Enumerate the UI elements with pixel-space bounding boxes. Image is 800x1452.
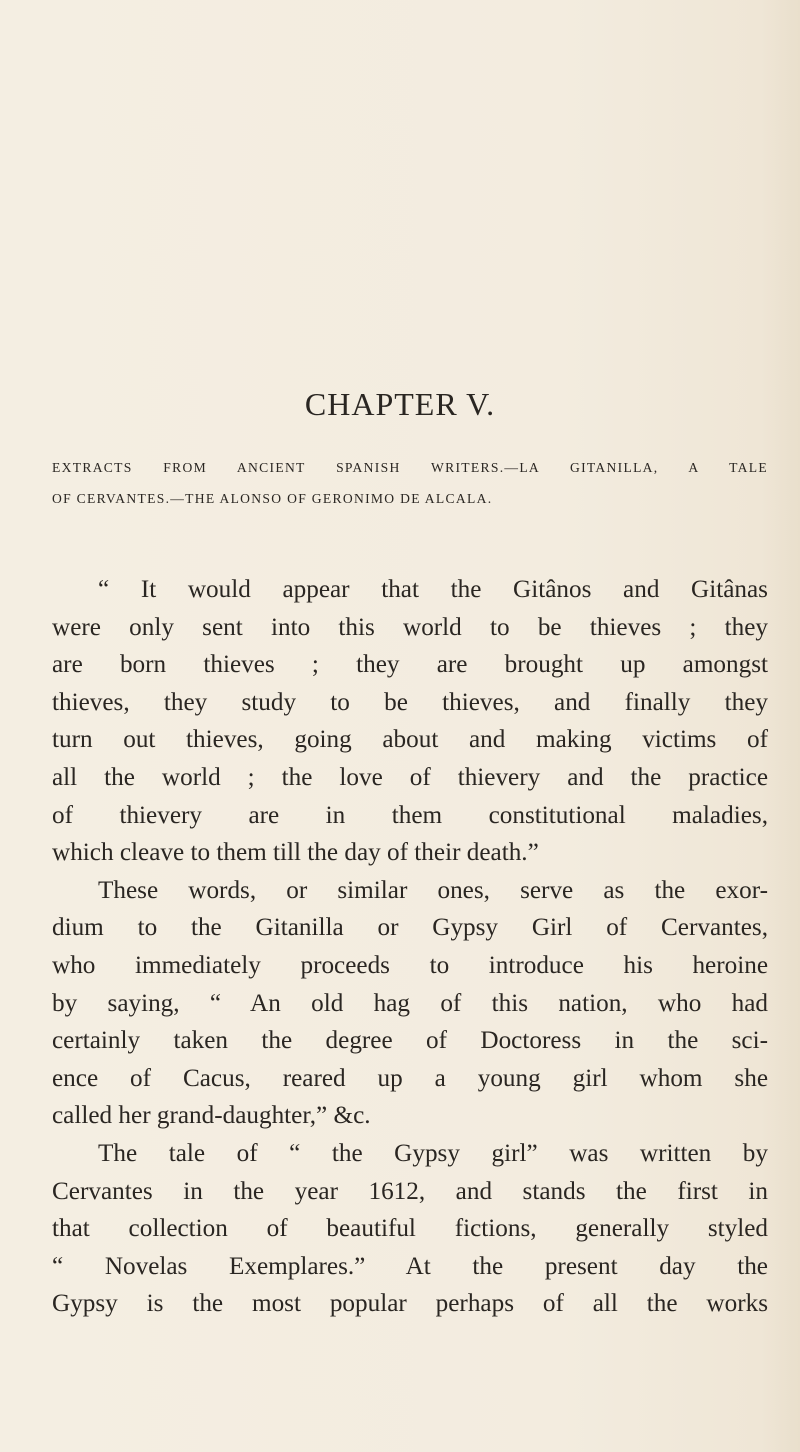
text-line: thieves, they study to be thieves, and finally they: [52, 688, 768, 716]
summary-line: EXTRACTS FROM ANCIENT SPANISH WRITERS.—LA GITANILLA, A TALE: [52, 460, 768, 475]
text-line: that collection of beautiful fictions, generally styled: [52, 1215, 768, 1243]
text-line: are born thieves ; they are brought up amongst: [52, 651, 768, 679]
text-line: The tale of “ the Gypsy girl” was written by: [98, 1139, 768, 1167]
text-line: were only sent into this world to be thieves ; they: [52, 613, 768, 641]
text-line: certainly taken the degree of Doctoress in the sci-: [52, 1027, 768, 1055]
chapter-summary: [52, 452, 768, 514]
text-line: ence of Cacus, reared up a young girl whom she: [52, 1064, 768, 1092]
text-line: of thievery are in them constitutional maladies,: [52, 801, 768, 829]
text-line: “ It would appear that the Gitânos and Gitânas: [98, 576, 768, 603]
chapter-title: CHAPTER V.: [304, 386, 496, 422]
text-line: These words, or similar ones, serve as the exor-: [98, 876, 768, 904]
body-text: [52, 571, 768, 1323]
text-line: who immediately proceeds to introduce his heroine: [52, 951, 768, 979]
text-line: “ Novelas Exemplares.” At the present day the: [52, 1252, 768, 1280]
text-line: which cleave to them till the day of their death.”: [52, 839, 539, 867]
text-line: Gypsy is the most popular perhaps of all the works: [52, 1290, 768, 1318]
text-line: by saying, “ An old hag of this nation, who had: [52, 989, 768, 1017]
text-line: Cervantes in the year 1612, and stands the first in: [52, 1177, 768, 1205]
text-line: called her grand-daughter,” &c.: [52, 1102, 371, 1130]
text-line: turn out thieves, going about and making victims of: [52, 726, 768, 754]
text-line: all the world ; the love of thievery and the practice: [52, 763, 768, 791]
text-line: dium to the Gitanilla or Gypsy Girl of Cervantes,: [52, 914, 768, 942]
summary-line: OF CERVANTES.—THE ALONSO OF GERONIMO DE ALCALA.: [52, 491, 493, 506]
